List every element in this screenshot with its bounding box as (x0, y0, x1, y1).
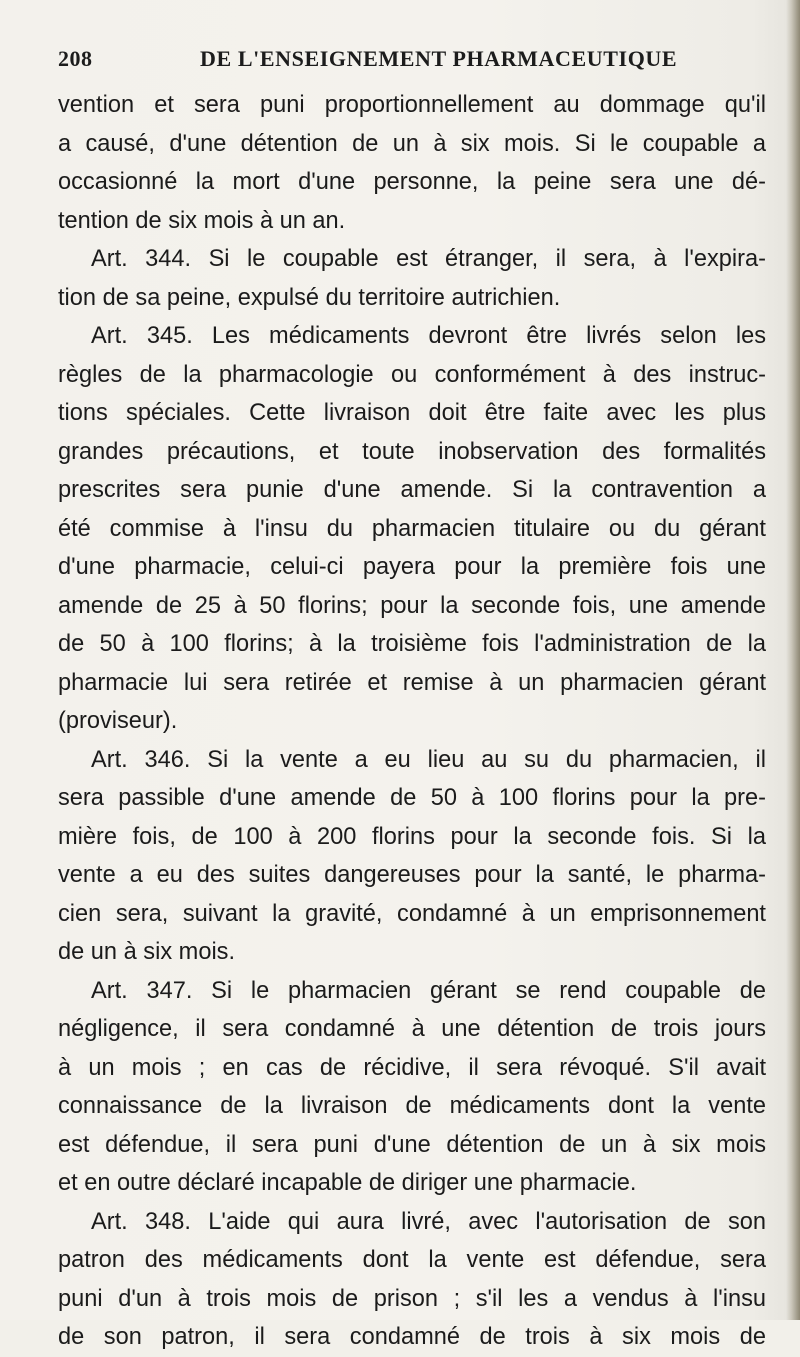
text-line: de son patron, il sera condamné de trois à six mois de (58, 1324, 766, 1350)
page-edge-shadow (786, 0, 800, 1320)
running-head: DE L'ENSEIGNEMENT PHARMACEUTIQUE (200, 46, 678, 71)
text-line: grandes précautions, et toute inobservation des formalités (58, 438, 766, 465)
text-line: d'une pharmacie, celui-ci payera pour la première fois une (58, 554, 766, 580)
text-line: Art. 347. Si le pharmacien gérant se rend coupable de (91, 977, 766, 1004)
page-header (58, 46, 758, 76)
text-line: à un mois ; en cas de récidive, il sera révoqué. S'il avait (58, 1054, 766, 1081)
text-line: négligence, il sera condamné à une détention de trois jours (58, 1016, 766, 1042)
text-line: mière fois, de 100 à 200 florins pour la seconde fois. Si la (58, 823, 766, 850)
text-line: amende de 25 à 50 florins; pour la seconde fois, une amende (58, 592, 766, 619)
text-line: connaissance de la livraison de médicaments dont la vente (58, 1093, 766, 1119)
text-line: puni d'un à trois mois de prison ; s'il les a vendus à l'insu (58, 1285, 766, 1312)
text-line: vention et sera puni proportionnellement au dommage qu'il (58, 92, 766, 118)
text-line: tention de six mois à un an. (58, 207, 346, 234)
text-line: a causé, d'une détention de un à six mois. Si le coupable a (58, 130, 766, 157)
text-line: de un à six mois. (58, 939, 236, 965)
text-line: Art. 346. Si la vente a eu lieu au su du pharmacien, il (91, 746, 766, 773)
text-line: tion de sa peine, expulsé du territoire autrichien. (58, 284, 561, 311)
text-line: règles de la pharmacologie ou conformément à des instruc- (58, 361, 766, 388)
text-line: vente a eu des suites dangereuses pour la santé, le pharma- (58, 862, 766, 888)
text-line: Art. 344. Si le coupable est étranger, il sera, à l'expira- (91, 246, 766, 272)
text-line: Art. 345. Les médicaments devront être livrés selon les (91, 323, 766, 349)
text-line: Art. 348. L'aide qui aura livré, avec l'autorisation de son (91, 1208, 766, 1235)
text-line: est défendue, il sera puni d'une détention de un à six mois (58, 1131, 766, 1158)
text-line: cien sera, suivant la gravité, condamné à un emprisonnement (58, 900, 766, 927)
body-text (58, 86, 766, 1357)
text-line: sera passible d'une amende de 50 à 100 florins pour la pre- (58, 785, 766, 811)
text-line: et en outre déclaré incapable de diriger une pharmacie. (58, 1170, 637, 1196)
text-line: de 50 à 100 florins; à la troisième fois l'administration de la (58, 631, 766, 657)
text-line: (proviseur). (58, 708, 178, 734)
text-line: occasionné la mort d'une personne, la peine sera une dé- (58, 169, 766, 195)
text-line: pharmacie lui sera retirée et remise à un pharmacien gérant (58, 669, 766, 696)
text-line: été commise à l'insu du pharmacien titulaire ou du gérant (58, 515, 766, 542)
text-line: tions spéciales. Cette livraison doit être faite avec les plus (58, 400, 766, 426)
page-number: 208 (58, 46, 93, 71)
text-line: patron des médicaments dont la vente est défendue, sera (58, 1247, 766, 1273)
text-line: prescrites sera punie d'une amende. Si la contravention a (58, 477, 766, 503)
